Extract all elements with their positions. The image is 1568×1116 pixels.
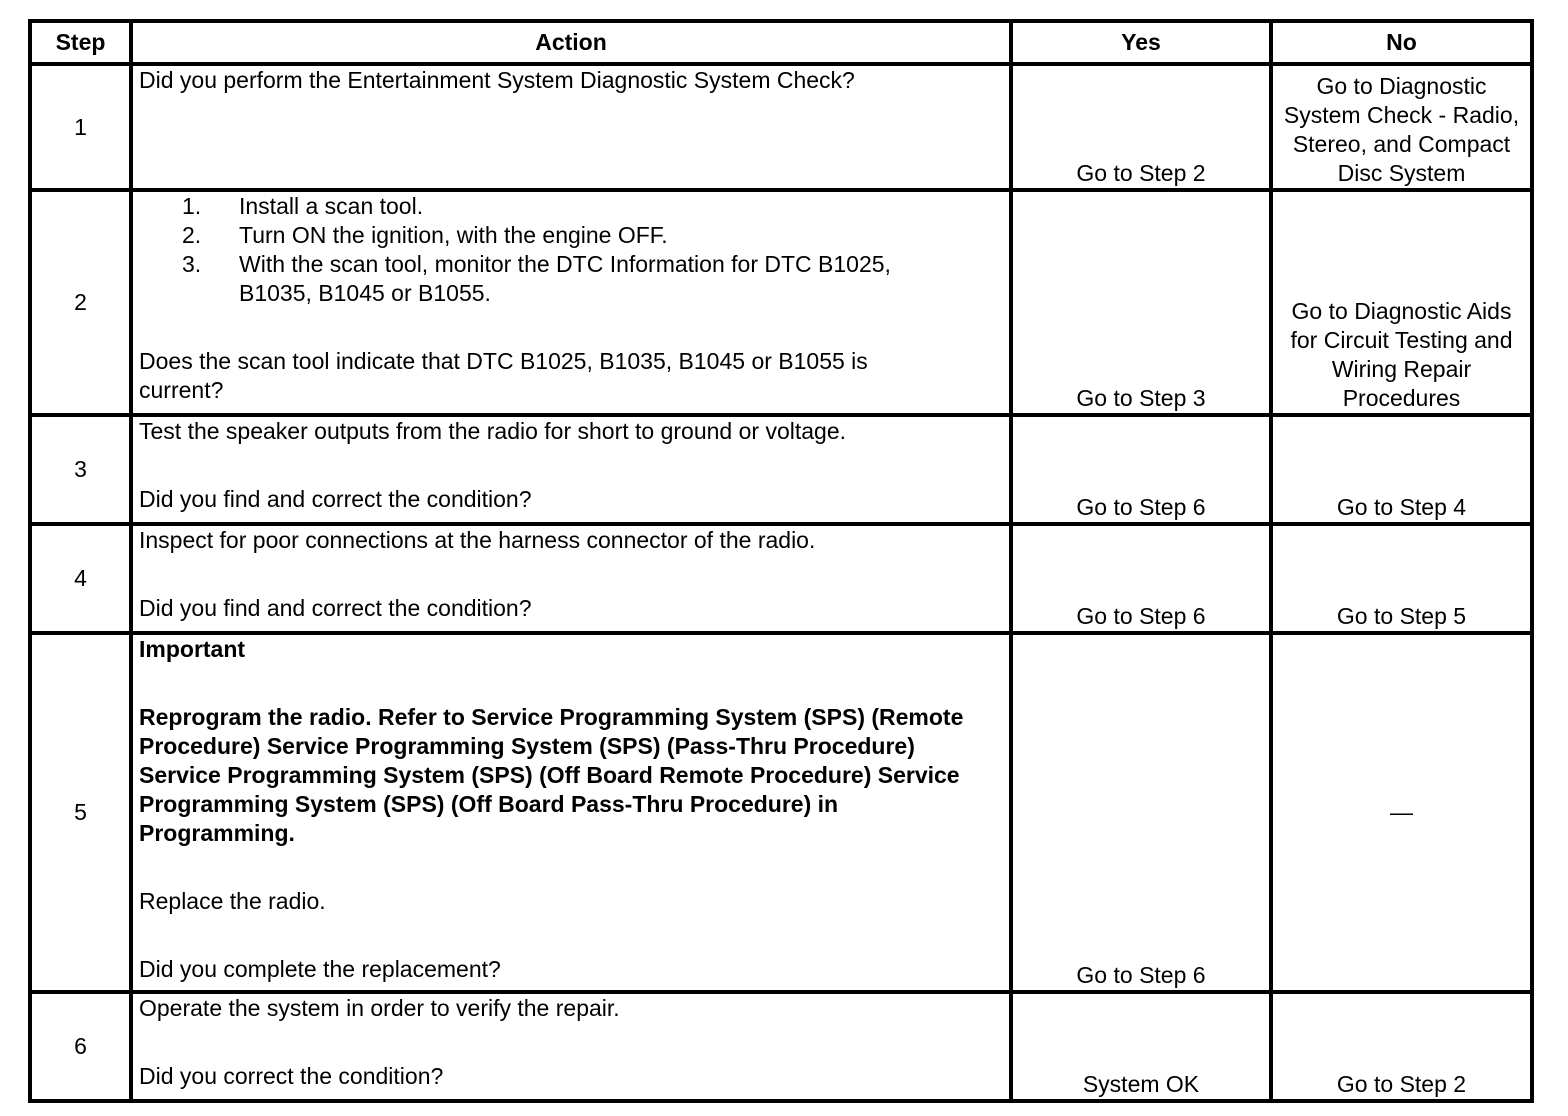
no-result: Go to Step 2 [1271,992,1532,1101]
step-number: 3 [30,415,131,524]
action-cell [131,415,1011,524]
step-number: 4 [30,524,131,633]
action-instruction: Test the speaker outputs from the radio for short to ground or voltage. [139,418,847,444]
list-item [182,192,1003,221]
action-cell [131,992,1011,1101]
table-row [30,524,1532,633]
table-row [30,64,1532,190]
list-item [182,250,1003,308]
action-cell [131,190,1011,415]
step-number: 6 [30,992,131,1101]
no-result: — [1271,633,1532,992]
no-result: Go to Diagnostic Aids for Circuit Testing and Wiring Repair Procedures [1271,190,1532,415]
action-question: Did you find and correct the condition? [139,486,532,512]
list-item-text: Install a scan tool. [239,193,424,219]
yes-result: Go to Step 6 [1011,415,1271,524]
table-row [30,415,1532,524]
action-instruction: Inspect for poor connections at the harness connector of the radio. [139,527,816,553]
header-step: Step [30,21,131,64]
action-cell [131,633,1011,992]
list-item-text: With the scan tool, monitor the DTC Information for DTC B1025, B1035, B1045 or B1055. [239,251,891,306]
procedure-list [139,192,1003,308]
action-question: Did you find and correct the condition? [139,595,532,621]
yes-result: Go to Step 2 [1011,64,1271,190]
action-question: Did you complete the replacement? [139,956,501,982]
step-number: 2 [30,190,131,415]
action-instruction: Operate the system in order to verify the repair. [139,995,620,1021]
yes-result: System OK [1011,992,1271,1101]
yes-result: Go to Step 3 [1011,190,1271,415]
list-item [182,221,1003,250]
important-note: Reprogram the radio. Refer to Service Programming System (SPS) (Remote Procedure) Service Programming System (SPS) (Pass-Thru Procedure) Service Programming System (SPS) (Off Board Remote Procedure) Service Programming System (SPS) (Off Board Pass-Thru Procedure) in Programming. [139,704,964,846]
action-question: Does the scan tool indicate that DTC B1025, B1035, B1045 or B1055 is current? [139,348,868,403]
no-result: Go to Step 5 [1271,524,1532,633]
table-row [30,190,1532,415]
action-cell [131,64,1011,190]
action-instruction: Replace the radio. [139,888,326,914]
list-item-number: 1. [182,193,202,219]
no-result: Go to Step 4 [1271,415,1532,524]
step-number: 5 [30,633,131,992]
header-row [30,21,1532,64]
action-cell [131,524,1011,633]
step-number: 1 [30,64,131,190]
table-row [30,633,1532,992]
list-item-number: 2. [182,222,202,248]
action-question: Did you correct the condition? [139,1063,444,1089]
diagnostic-table [28,19,1534,1103]
header-action: Action [131,21,1011,64]
yes-result: Go to Step 6 [1011,524,1271,633]
important-label: Important [139,636,246,662]
yes-result: Go to Step 6 [1011,633,1271,992]
action-question: Did you perform the Entertainment System Diagnostic System Check? [139,67,855,93]
table-row [30,992,1532,1101]
no-result: Go to Diagnostic System Check - Radio, Stereo, and Compact Disc System [1271,64,1532,190]
header-yes: Yes [1011,21,1271,64]
list-item-text: Turn ON the ignition, with the engine OFF. [239,222,668,248]
list-item-number: 3. [182,251,202,277]
header-no: No [1271,21,1532,64]
